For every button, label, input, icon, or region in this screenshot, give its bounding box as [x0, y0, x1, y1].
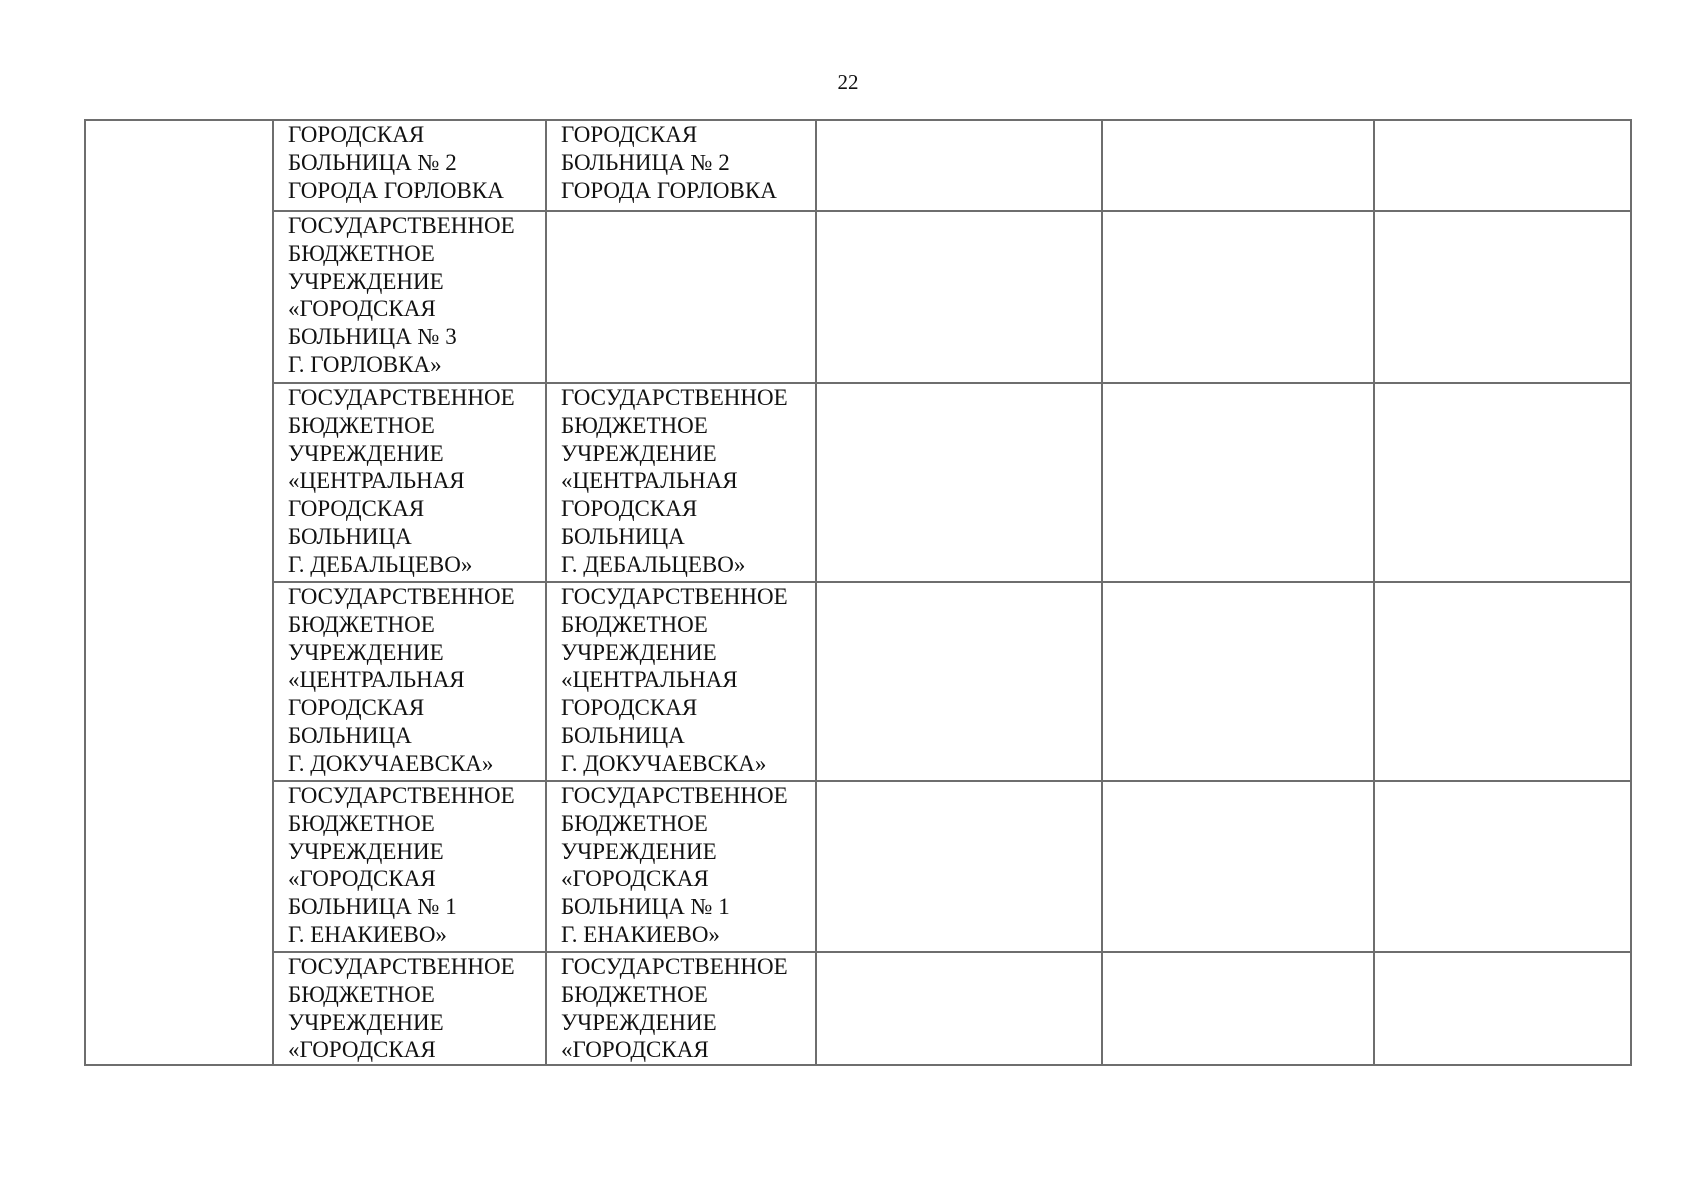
cell-text: ГОРОДСКАЯ БОЛЬНИЦА № 2 ГОРОДА ГОРЛОВКА	[288, 122, 504, 203]
table-row	[85, 781, 1631, 952]
table-cell	[546, 120, 816, 211]
table-cell	[816, 952, 1102, 1065]
table-cell	[1374, 211, 1631, 383]
table-row	[85, 120, 1631, 211]
table-row	[85, 211, 1631, 383]
table-cell	[546, 383, 816, 582]
cell-text: ГОСУДАРСТВЕННОЕ БЮДЖЕТНОЕ УЧРЕЖДЕНИЕ «ЦЕНТРАЛЬНАЯ ГОРОДСКАЯ БОЛЬНИЦА Г. ДЕБАЛЬЦЕВО»	[288, 385, 515, 577]
table-cell	[816, 781, 1102, 952]
merged-first-column-cell	[85, 120, 273, 1065]
table-row	[85, 952, 1631, 1065]
table-row	[85, 383, 1631, 582]
table-cell	[273, 211, 546, 383]
table-cell	[816, 582, 1102, 781]
table-cell	[1374, 120, 1631, 211]
table-cell	[546, 781, 816, 952]
table-cell	[1102, 582, 1374, 781]
table-row	[85, 582, 1631, 781]
table-cell	[1102, 952, 1374, 1065]
table-cell	[1374, 383, 1631, 582]
table-cell	[816, 383, 1102, 582]
cell-text: ГОСУДАРСТВЕННОЕ БЮДЖЕТНОЕ УЧРЕЖДЕНИЕ «ГОРОДСКАЯ БОЛЬНИЦА № 1 Г. ЕНАКИЕВО»	[288, 783, 515, 947]
cell-text: ГОСУДАРСТВЕННОЕ БЮДЖЕТНОЕ УЧРЕЖДЕНИЕ «ЦЕНТРАЛЬНАЯ ГОРОДСКАЯ БОЛЬНИЦА Г. ДЕБАЛЬЦЕВО»	[561, 385, 788, 577]
cell-text: ГОСУДАРСТВЕННОЕ БЮДЖЕТНОЕ УЧРЕЖДЕНИЕ «ЦЕНТРАЛЬНАЯ ГОРОДСКАЯ БОЛЬНИЦА Г. ДОКУЧАЕВСКА»	[561, 584, 788, 776]
table-cell	[1374, 781, 1631, 952]
table-cell	[1102, 383, 1374, 582]
cell-text: ГОСУДАРСТВЕННОЕ БЮДЖЕТНОЕ УЧРЕЖДЕНИЕ «ГОРОДСКАЯ	[288, 954, 515, 1063]
table-cell	[546, 582, 816, 781]
table-cell	[546, 952, 816, 1065]
table-cell	[1102, 120, 1374, 211]
table-cell	[1102, 781, 1374, 952]
table-cell	[1102, 211, 1374, 383]
table-cell	[1374, 582, 1631, 781]
cell-text: ГОРОДСКАЯ БОЛЬНИЦА № 2 ГОРОДА ГОРЛОВКА	[561, 122, 777, 203]
table-cell	[816, 211, 1102, 383]
cell-text: ГОСУДАРСТВЕННОЕ БЮДЖЕТНОЕ УЧРЕЖДЕНИЕ «ГОРОДСКАЯ БОЛЬНИЦА № 1 Г. ЕНАКИЕВО»	[561, 783, 788, 947]
table-cell	[816, 120, 1102, 211]
cell-text: ГОСУДАРСТВЕННОЕ БЮДЖЕТНОЕ УЧРЕЖДЕНИЕ «ГОРОДСКАЯ	[561, 954, 788, 1063]
institutions-table	[84, 119, 1632, 1066]
cell-text: ГОСУДАРСТВЕННОЕ БЮДЖЕТНОЕ УЧРЕЖДЕНИЕ «ГОРОДСКАЯ БОЛЬНИЦА № 3 Г. ГОРЛОВКА»	[288, 213, 515, 377]
table-cell	[273, 781, 546, 952]
table-cell	[273, 120, 546, 211]
table-cell	[273, 383, 546, 582]
cell-text: ГОСУДАРСТВЕННОЕ БЮДЖЕТНОЕ УЧРЕЖДЕНИЕ «ЦЕНТРАЛЬНАЯ ГОРОДСКАЯ БОЛЬНИЦА Г. ДОКУЧАЕВСКА»	[288, 584, 515, 776]
table-cell	[273, 582, 546, 781]
table-cell	[273, 952, 546, 1065]
page-number: 22	[837, 70, 859, 94]
table-cell	[546, 211, 816, 383]
table-cell	[1374, 952, 1631, 1065]
